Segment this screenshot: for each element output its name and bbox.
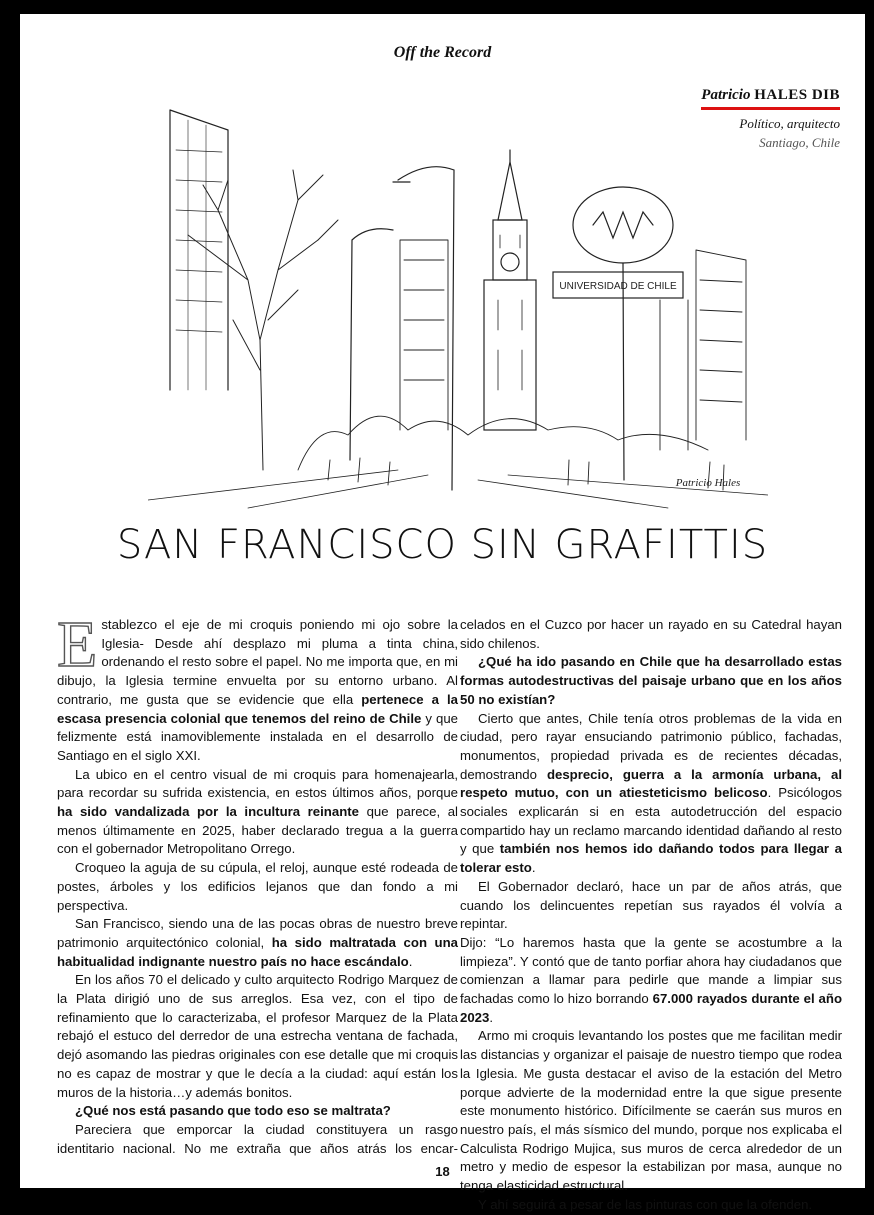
artist-signature: Patricio Hales [675, 477, 741, 489]
page-number: 18 [435, 1164, 450, 1179]
right-buildings [660, 250, 746, 450]
metro-sign [553, 187, 683, 480]
church-tower [484, 150, 536, 430]
article-column-right [460, 616, 842, 1215]
paragraph-6: Pareciera que emporcar la ciudad constituyera un rasgo identitario nacional. No me extraña que años atrás los encar- [57, 1121, 458, 1156]
paragraph-11: Y ahí seguirá a pesar de las pinturas con que la ofenden. [478, 1196, 813, 1212]
left-building [170, 110, 228, 390]
paragraph-2: La ubico en el centro visual de mi croquis para homenajearla, para recordar su sufrida existencia, en estos últimos años, porque ha sido vandalizada por la incultura reinante que parece, al menos últimamente en 2025, haber declarado tregua a la guerra con el gobernador Metropolitano Orrego. [57, 766, 458, 857]
middle-building [400, 240, 448, 430]
left-tree [188, 170, 338, 470]
paragraph-8: El Gobernador declaró, hace un par de años atrás, que cuando los delincuentes repetían sus rayados él volvía a repintar. [460, 878, 842, 932]
article-column-left [57, 608, 458, 1158]
author-first-name: Patricio [701, 87, 751, 103]
paragraph-10: Armo mi croquis levantando los postes que me facilitan medir las distancias y organizar el paisaje de nuestro tiempo que rodea la Iglesia. Me gusta destacar el aviso de la estación del Metro porque advierte de la modernidad entre la que sigue presente este monumento histórico. Difícilmente se caerán sus muros en nuestro país, el más sísmico del mundo, porque nos explicaba el Calculista Rodrigo Mujica, sus muros de cerca alrededor de un metro y medio de espesor la estabilizan por masa, aunque no tenga elasticidad estructural. [460, 1028, 842, 1194]
paragraph-7: Cierto que antes, Chile tenía otros problemas de la vida en ciudad, pero rayar ensuciando patrimonio público, fachadas, monumentos, propiedad privada es de recientes décadas, demostrando desprecio, guerra a la armonía urbana, al respeto mutuo, con un atiesteticismo belicoso. Psicólogos sociales explicarán si en esta autodetrucción del espacio compartido hay un reclamo marcando identidad dañando al resto y que también nos hemos ido dañando todos para llegar a tolerar esto. [460, 710, 842, 876]
paragraph-3: Croqueo la aguja de su cúpula, el reloj, aunque esté rodeada de postes, árboles y los edificios lejanos que dan fondo a mi perspectiva. [57, 860, 458, 913]
article-headline: SAN FRANCISCO SIN GRAFITTIS [116, 522, 769, 568]
paragraph-4: San Francisco, siendo una de las pocas obras de nuestro breve patrimonio arquitectónico colonial, ha sido maltratada con una habitualidad indignante nuestro país no hace escándalo. [57, 916, 458, 969]
ink-sketch-illustration [148, 90, 768, 512]
street-ground [148, 470, 768, 508]
street-lamp-left [350, 229, 393, 460]
paragraph-5: En los años 70 el delicado y culto arquitecto Rodrigo Marquez de la Plata dirigió uno de sus arreglos. Esa vez, con el tipo de refinamiento que lo caracterizaba, el profesor Marquez de la Plata rebajó el estuco del derredor de una estrecha ventana de fachada, dejó asomando las piedras originales con ese detalle que mi croquis no es capaz de mostrar y que le decía a la ciudad: aquí están los muros de la historia…y además bonitos. [57, 972, 458, 1100]
street-lamp-center [393, 167, 454, 490]
author-place: Santiago, Chile [759, 135, 840, 150]
drop-cap: E [57, 608, 98, 681]
metro-station-label: UNIVERSIDAD DE CHILE [559, 281, 677, 292]
paragraph-9: Dijo: “Lo haremos hasta que la gente se acostumbre a la limpieza”. Y contó que de tanto porfiar ahora hay ciudadanos que comienzan a llamar para pedirle que mande a limpiar sus fachadas como lo hizo borrando 67.000 rayados durante el año 2023. [460, 934, 842, 1025]
author-role: Político, arquitecto [739, 116, 840, 131]
paragraph-6-continued: celados en el Cuzco por hacer un rayado en su Catedral hayan sido chilenos. [460, 617, 842, 651]
paragraph-1: Establezco el eje de mi croquis poniendo mi ojo sobre la Iglesia- Desde ahí desplazo mi pluma a tinta china, ordenando el resto sobre el papel. No me importa que, en mi dibujo, la Iglesia termine envuelta por su entorno urbano. Al contrario, me gusta que se evidencie que ella pertenece a la escasa presencia colonial que tenemos del reino de Chile y que felizmente está inamoviblemente instalada en el desarrollo de Santiago en el siglo XXI. [57, 608, 458, 763]
author-surname: HALES DIB [754, 87, 840, 103]
magazine-page [20, 14, 865, 1212]
question-2: ¿Qué ha ido pasando en Chile que ha desarrollado estas formas autodestructivas del paisaje urbano que en los años 50 no existían? [460, 654, 842, 707]
masthead: Off the Record [393, 44, 492, 61]
question-1: ¿Qué nos está pasando que todo eso se maltrata? [75, 1103, 391, 1119]
